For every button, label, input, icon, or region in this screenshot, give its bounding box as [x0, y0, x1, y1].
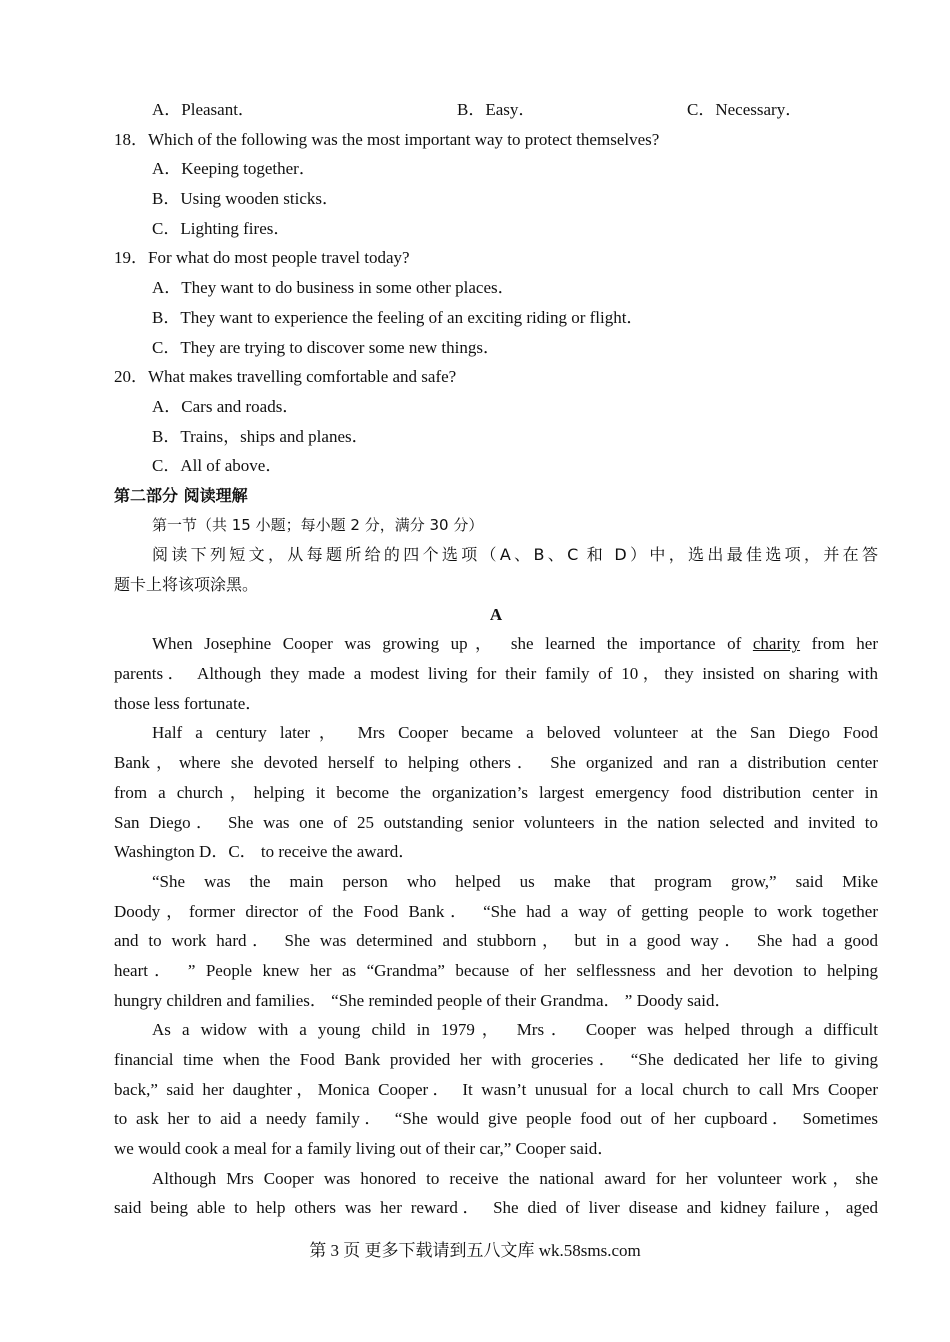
q20-stem: 20．What makes travelling comfortable and safe? — [114, 367, 457, 387]
underlined-word-charity: charity — [752, 634, 801, 654]
q18-option-b: B．Using wooden sticks． — [152, 189, 339, 209]
q17-options — [114, 95, 878, 125]
passage-p5-line1: Although Mrs Cooper was honored to receive the national award for her volunteer work，she — [152, 1168, 878, 1188]
q19-option-b: B．They want to experience the feeling of an exciting riding or flight． — [152, 307, 644, 327]
page-footer: 第 3 页 更多下载请到五八文库 wk.58sms.com — [309, 1241, 641, 1260]
q17-option-c: C．Necessary． — [687, 100, 803, 119]
q18-option-a: A．Keeping together． — [152, 159, 316, 179]
passage-p4-line5: we would cook a meal for a family living out of their car,” Cooper said． — [114, 1139, 615, 1159]
passage-p3-line1: “She was the main person who helped us make that program grow,” said Mike — [152, 871, 878, 891]
passage-p5-line2: said being able to help others was her reward． She died of liver disease and kidney failure，aged — [114, 1198, 878, 1218]
q19-option-a: A．They want to do business in some other places． — [152, 278, 515, 298]
part2-heading: 第二部分 阅读理解 — [114, 485, 248, 505]
q20-option-c: C．All of above． — [152, 456, 283, 476]
instructions-line1: 阅读下列短文，从每题所给的四个选项（A、B、C 和 D）中，选出最佳选项，并在答 — [152, 545, 878, 565]
passage-p2-line4: San Diego． She was one of 25 outstanding senior volunteers in the nation selected and invited to — [114, 812, 878, 832]
passage-p3-line2: Doody，former director of the Food Bank． “She had a way of getting people to work together — [114, 901, 878, 921]
passage-p4-line2: financial time when the Food Bank provided her with groceries． “She dedicated her life to giving — [114, 1050, 878, 1069]
passage-p1-line2: parents． Although they made a modest living for their family of 10，they insisted on sharing with — [114, 664, 878, 684]
passage-title: A — [489, 604, 503, 624]
q20-option-b: B．Trains，ships and planes． — [152, 426, 369, 446]
section1-heading: 第一节（共 15 小题；每小题 2 分，满分 30 分） — [152, 515, 484, 534]
q19-stem: 19．For what do most people travel today? — [114, 248, 410, 268]
q19-option-c: C．They are trying to discover some new things． — [152, 337, 500, 357]
q17-option-a: A．Pleasant． — [152, 100, 255, 119]
passage-p2-line2: Bank，where she devoted herself to helping others． She organized and ran a distribution center — [114, 753, 878, 773]
q18-stem: 18．Which of the following was the most important way to protect themselves? — [114, 129, 660, 149]
passage-p2-line1: Half a century later， Mrs Cooper became a beloved volunteer at the San Diego Food — [152, 723, 878, 743]
instructions-line2: 题卡上将该项涂黑。 — [114, 575, 259, 594]
passage-p2-line5: Washington D．C． to receive the award． — [114, 842, 416, 862]
page-content — [114, 95, 878, 1223]
passage-p3-line4: heart． ” People knew her as “Grandma” because of her selflessness and her devotion to helping — [114, 960, 878, 980]
passage-p3-line3: and to work hard． She was determined and stubborn， but in a good way． She had a good — [114, 931, 878, 951]
q20-option-a: A．Cars and roads． — [152, 396, 300, 416]
passage-p3-line5: hungry children and families． “She reminded people of their Grandma． ” Doody said． — [114, 990, 732, 1010]
passage-p4-line3: back,” said her daughter，Monica Cooper． It wasn’t unusual for a local church to call Mrs Cooper — [114, 1079, 878, 1099]
passage-p2-line3: from a church，helping it become the organization’s largest emergency food distribution center in — [114, 782, 878, 802]
passage-p1-line3: those less fortunate． — [114, 693, 263, 713]
passage-p1-line1: When Josephine Cooper was growing up， she learned the importance of charity from her — [152, 634, 878, 654]
q17-option-b: B．Easy． — [457, 100, 536, 119]
q18-option-c: C．Lighting fires． — [152, 218, 291, 238]
passage-p4-line1: As a widow with a young child in 1979， Mrs． Cooper was helped through a difficult — [152, 1020, 878, 1040]
passage-p4-line4: to ask her to aid a needy family． “She would give people food out of her cupboard． Sometimes — [114, 1109, 878, 1129]
